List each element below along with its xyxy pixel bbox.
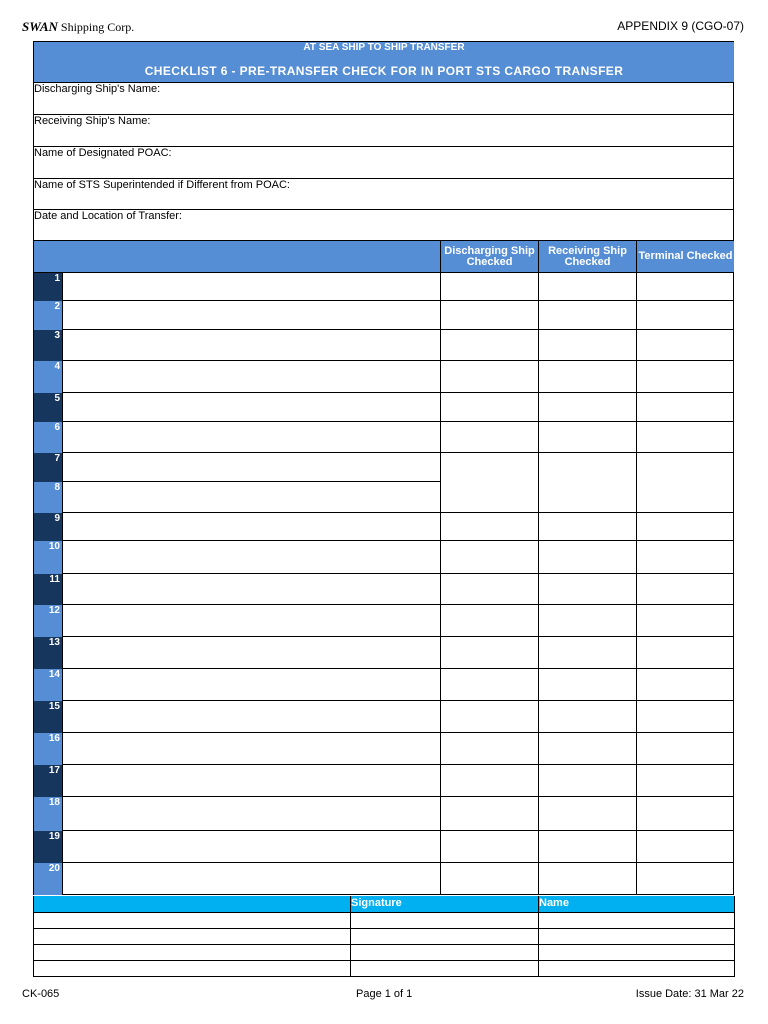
checklist-item-description[interactable] [62, 422, 440, 453]
poac-field[interactable] [34, 147, 734, 179]
checklist-row-number: 9 [34, 513, 62, 541]
signature-column-divider [33, 896, 34, 977]
col-receiving-checked: Receiving Ship Checked [538, 241, 636, 272]
row-divider [62, 421, 734, 422]
discharging-ship-check-cell[interactable] [440, 273, 538, 301]
receiving-ship-check-cell[interactable] [538, 393, 636, 422]
date-location-label: Date and Location of Transfer: [34, 210, 182, 222]
row-divider [62, 604, 734, 605]
discharging-ship-check-cell[interactable] [440, 701, 538, 733]
row-divider [62, 668, 734, 669]
page-number: Page 1 of 1 [356, 988, 413, 1000]
row-divider [62, 732, 734, 733]
checklist-row-number: 8 [34, 482, 62, 513]
discharging-ship-check-cell[interactable] [440, 422, 538, 453]
discharging-ship-check-cell[interactable] [440, 733, 538, 765]
checklist-row-number: 4 [34, 361, 62, 393]
name-column-label: Name [539, 897, 569, 909]
terminal-check-cell[interactable] [636, 301, 734, 330]
receiving-ship-check-cell[interactable] [538, 361, 636, 393]
document-code: CK-065 [22, 988, 60, 1000]
checklist-item-description[interactable] [62, 669, 440, 701]
checklist-row-number: 15 [34, 701, 62, 733]
checklist-item-description[interactable] [62, 637, 440, 669]
terminal-check-cell[interactable] [636, 797, 734, 831]
receiving-ship-check-cell[interactable] [538, 605, 636, 637]
column-divider [538, 241, 539, 895]
checklist-item-description[interactable] [62, 453, 440, 482]
discharging-ship-check-cell[interactable] [440, 765, 538, 797]
row-divider [62, 700, 734, 701]
receiving-ship-field[interactable] [34, 115, 734, 147]
receiving-ship-check-cell[interactable] [538, 513, 636, 541]
column-divider [440, 241, 441, 895]
terminal-check-cell[interactable] [636, 273, 734, 301]
row-divider [62, 540, 734, 541]
receiving-ship-check-cell[interactable] [538, 765, 636, 797]
row-divider [62, 796, 734, 797]
row-divider [62, 830, 734, 831]
row-divider [62, 300, 734, 301]
checklist-item-description[interactable] [62, 605, 440, 637]
checklist-row-number: 20 [34, 863, 62, 895]
terminal-check-cell[interactable] [636, 453, 734, 513]
row-divider [62, 452, 734, 453]
receiving-ship-check-cell[interactable] [538, 541, 636, 574]
column-divider [636, 241, 637, 895]
checklist-row-number: 6 [34, 422, 62, 453]
checklist-row-number: 11 [34, 574, 62, 605]
row-divider [62, 862, 734, 863]
checklist-item-description[interactable] [62, 701, 440, 733]
checklist-item-description[interactable] [62, 513, 440, 541]
receiving-ship-check-cell[interactable] [538, 422, 636, 453]
terminal-check-cell[interactable] [636, 701, 734, 733]
discharging-ship-label: Discharging Ship's Name: [34, 83, 161, 95]
checklist-row-number: 13 [34, 637, 62, 669]
checklist-item-description[interactable] [62, 273, 440, 301]
checklist-row-number: 14 [34, 669, 62, 701]
discharging-ship-check-cell[interactable] [440, 541, 538, 574]
row-divider [62, 481, 440, 482]
col-terminal-checked: Terminal Checked [636, 241, 734, 272]
company-brand: SWAN [22, 19, 58, 34]
checklist-item-description[interactable] [62, 541, 440, 574]
signature-column-divider [350, 896, 351, 977]
terminal-check-cell[interactable] [636, 765, 734, 797]
terminal-check-cell[interactable] [636, 541, 734, 574]
checklist-row-number: 10 [34, 541, 62, 574]
signature-column-divider [734, 896, 735, 977]
checklist-item-description[interactable] [62, 574, 440, 605]
banner-title: CHECKLIST 6 - PRE-TRANSFER CHECK FOR IN PORT STS CARGO TRANSFER [144, 64, 624, 78]
checklist-row-number: 19 [34, 831, 62, 863]
terminal-check-cell[interactable] [636, 574, 734, 605]
terminal-check-cell[interactable] [636, 393, 734, 422]
terminal-check-cell[interactable] [636, 422, 734, 453]
checklist-item-description[interactable] [62, 765, 440, 797]
row-divider [62, 392, 734, 393]
discharging-ship-check-cell[interactable] [440, 831, 538, 863]
signature-cell[interactable] [350, 912, 538, 928]
name-cell[interactable] [538, 912, 734, 928]
row-divider [62, 894, 734, 895]
receiving-ship-label: Receiving Ship's Name: [34, 115, 151, 127]
row-divider [62, 329, 734, 330]
checklist-item-description[interactable] [62, 393, 440, 422]
checklist-row-number: 12 [34, 605, 62, 637]
receiving-ship-check-cell[interactable] [538, 453, 636, 513]
terminal-check-cell[interactable] [636, 361, 734, 393]
receiving-ship-check-cell[interactable] [538, 637, 636, 669]
signature-column-label: Signature [351, 897, 402, 909]
terminal-check-cell[interactable] [636, 733, 734, 765]
appendix-label: APPENDIX 9 (CGO-07) [617, 19, 744, 33]
checklist-item-description[interactable] [62, 863, 440, 895]
discharging-ship-check-cell[interactable] [440, 669, 538, 701]
discharging-ship-check-cell[interactable] [440, 453, 538, 513]
discharging-ship-field[interactable] [34, 83, 734, 115]
discharging-ship-check-cell[interactable] [440, 361, 538, 393]
checklist-row-number: 7 [34, 453, 62, 482]
sts-superintendent-field[interactable] [34, 179, 734, 210]
terminal-check-cell[interactable] [636, 863, 734, 895]
name-cell[interactable] [538, 928, 734, 944]
checklist-row-number: 2 [34, 301, 62, 330]
discharging-ship-check-cell[interactable] [440, 330, 538, 361]
signature-cell[interactable] [350, 928, 538, 944]
company-name [22, 19, 134, 35]
receiving-ship-check-cell[interactable] [538, 574, 636, 605]
signature-cell[interactable] [350, 944, 538, 960]
receiving-ship-check-cell[interactable] [538, 301, 636, 330]
receiving-ship-check-cell[interactable] [538, 701, 636, 733]
discharging-ship-check-cell[interactable] [440, 393, 538, 422]
banner-subtitle: AT SEA SHIP TO SHIP TRANSFER [303, 42, 465, 53]
terminal-check-cell[interactable] [636, 831, 734, 863]
checklist-row-number: 18 [34, 797, 62, 831]
checklist-banner [34, 42, 734, 83]
signature-column-divider [538, 896, 539, 977]
signature-row-divider [33, 976, 734, 977]
row-divider [62, 764, 734, 765]
name-cell[interactable] [538, 960, 734, 976]
terminal-check-cell[interactable] [636, 605, 734, 637]
checklist-row-number: 1 [34, 273, 62, 301]
company-name-rest: Shipping Corp. [57, 20, 135, 34]
receiving-ship-check-cell[interactable] [538, 273, 636, 301]
signature-cell[interactable] [350, 960, 538, 976]
terminal-check-cell[interactable] [636, 669, 734, 701]
receiving-ship-check-cell[interactable] [538, 831, 636, 863]
discharging-ship-check-cell[interactable] [440, 637, 538, 669]
checklist-item-description[interactable] [62, 361, 440, 393]
discharging-ship-check-cell[interactable] [440, 797, 538, 831]
row-divider [62, 360, 734, 361]
date-location-field[interactable] [34, 210, 734, 241]
row-divider [62, 636, 734, 637]
receiving-ship-check-cell[interactable] [538, 863, 636, 895]
checklist-item-description[interactable] [62, 301, 440, 330]
name-cell[interactable] [538, 944, 734, 960]
checklist-item-description[interactable] [62, 831, 440, 863]
checklist-row-number: 16 [34, 733, 62, 765]
discharging-ship-check-cell[interactable] [440, 301, 538, 330]
receiving-ship-check-cell[interactable] [538, 733, 636, 765]
checklist-item-description[interactable] [62, 330, 440, 361]
discharging-ship-check-cell[interactable] [440, 513, 538, 541]
sts-superintendent-label: Name of STS Superintended if Different from POAC: [34, 179, 290, 191]
column-divider [62, 273, 63, 895]
issue-date: Issue Date: 31 Mar 22 [635, 988, 744, 1000]
row-divider [62, 512, 734, 513]
signature-header-row [34, 896, 734, 912]
terminal-check-cell[interactable] [636, 637, 734, 669]
discharging-ship-check-cell[interactable] [440, 863, 538, 895]
checklist-row-number: 3 [34, 330, 62, 361]
terminal-check-cell[interactable] [636, 330, 734, 361]
discharging-ship-check-cell[interactable] [440, 605, 538, 637]
poac-label: Name of Designated POAC: [34, 147, 172, 159]
discharging-ship-check-cell[interactable] [440, 574, 538, 605]
checklist-item-description[interactable] [62, 797, 440, 831]
terminal-check-cell[interactable] [636, 513, 734, 541]
receiving-ship-check-cell[interactable] [538, 330, 636, 361]
checklist-item-description[interactable] [62, 482, 440, 513]
checklist-header-row [34, 241, 734, 273]
col-discharging-checked: Discharging Ship Checked [440, 241, 538, 272]
checklist-row-number: 5 [34, 393, 62, 422]
row-divider [62, 573, 734, 574]
checklist-row-number: 17 [34, 765, 62, 797]
receiving-ship-check-cell[interactable] [538, 797, 636, 831]
checklist-item-description[interactable] [62, 733, 440, 765]
receiving-ship-check-cell[interactable] [538, 669, 636, 701]
